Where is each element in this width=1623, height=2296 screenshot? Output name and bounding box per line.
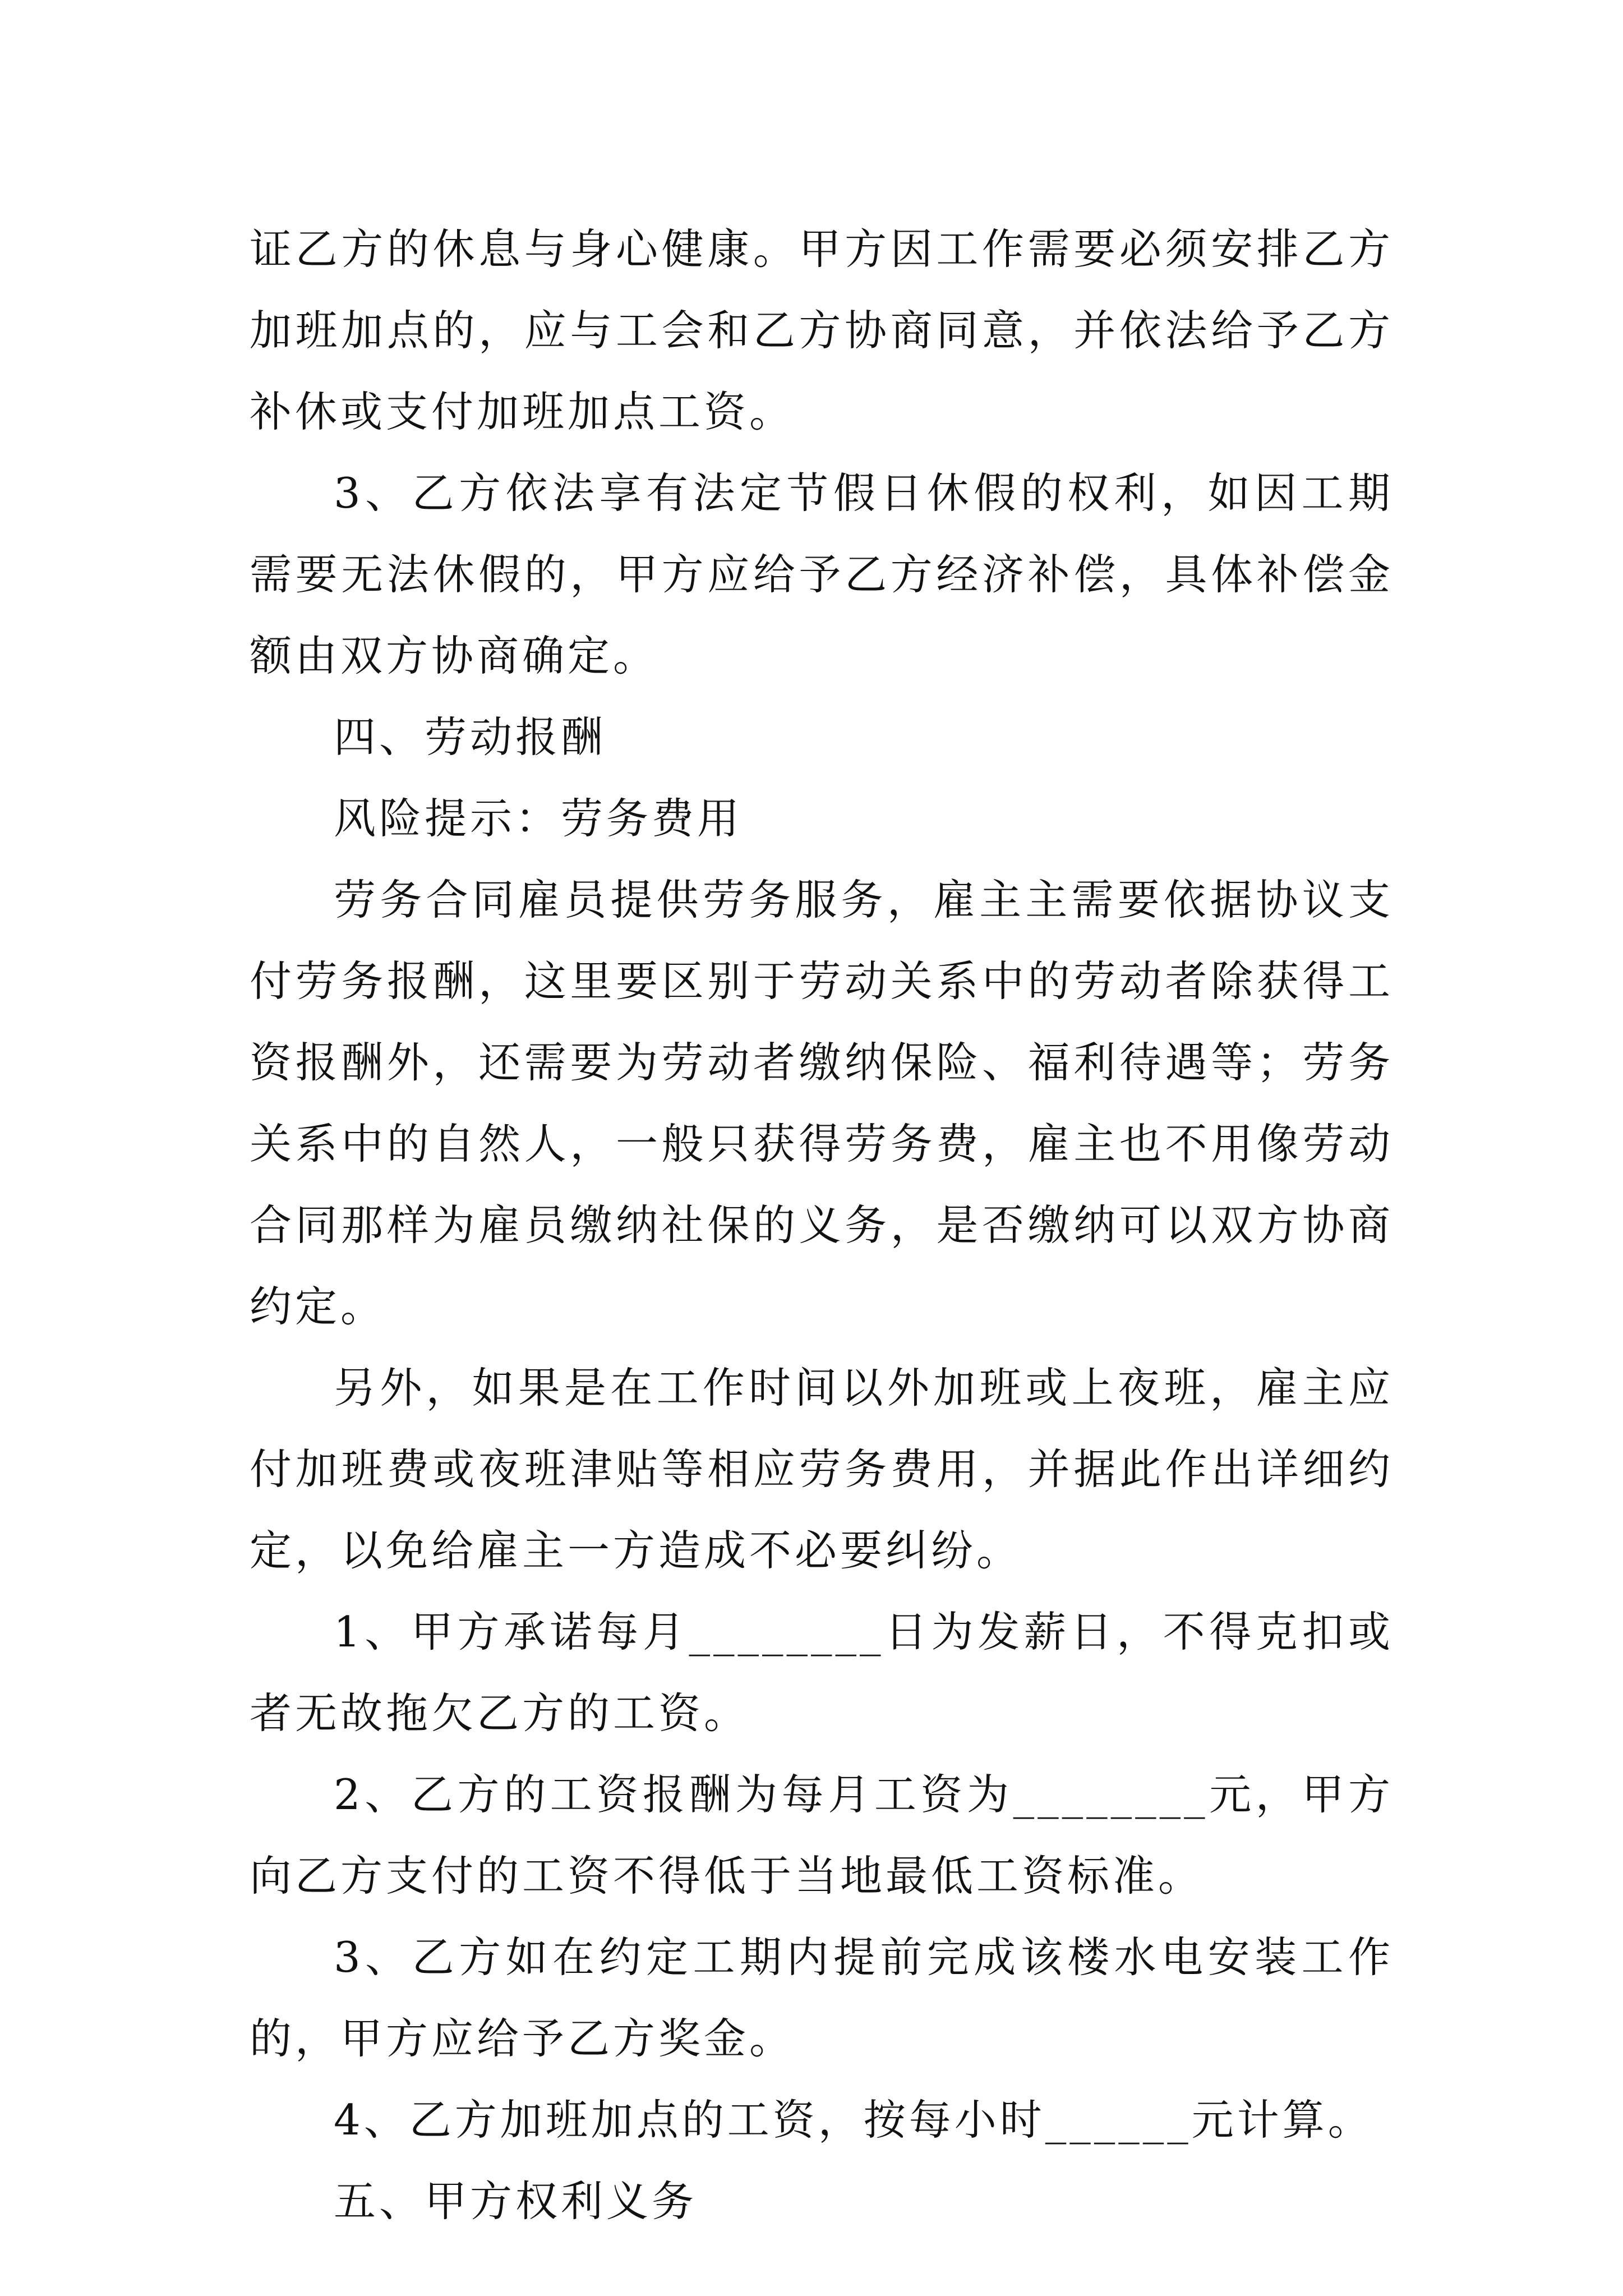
clause-monthly-wage: 2、乙方的工资报酬为每月工资为________元，甲方向乙方支付的工资不得低于当地最低工资标准。 [250,1770,1394,1901]
paragraph-holiday-rights: 3、乙方依法享有法定节假日休假的权利，如因工期需要无法休假的，甲方应给予乙方经济补偿，具体补偿金额由双方协商确定。 [250,468,1394,680]
paragraph-rest-health: 证乙方的休息与身心健康。甲方因工作需要必须安排乙方加班加点的，应与工会和乙方协商同意，并依法给予乙方补休或支付加班加点工资。 [250,224,1394,436]
document-body [250,209,1394,2242]
clause-bonus: 3、乙方如在约定工期内提前完成该楼水电安装工作的，甲方应给予乙方奖金。 [250,1932,1394,2063]
clause-overtime-rate: 4、乙方加班加点的工资，按每小时______元计算。 [334,2095,1373,2145]
section-heading-remuneration: 四、劳动报酬 [334,712,607,762]
paragraph-overtime-fees: 另外，如果是在工作时间以外加班或上夜班，雇主应付加班费或夜班津贴等相应劳务费用，并据此作出详细约定，以免给雇主一方造成不必要纠纷。 [250,1363,1394,1575]
paragraph-labor-service-fees: 劳务合同雇员提供劳务服务，雇主主需要依据协议支付劳务报酬，这里要区别于劳动关系中的劳动者除获得工资报酬外，还需要为劳动者缴纳保险、福利待遇等；劳务关系中的自然人，一般只获得劳务费，雇主也不用像劳动合同那样为雇员缴纳社保的义务，是否缴纳可以双方协商约定。 [250,875,1394,1331]
clause-payday: 1、甲方承诺每月________日为发薪日，不得克扣或者无故拖欠乙方的工资。 [250,1607,1394,1738]
risk-tip-heading: 风险提示：劳务费用 [334,794,743,843]
section-heading-party-a-rights: 五、甲方权利义务 [334,2177,698,2226]
